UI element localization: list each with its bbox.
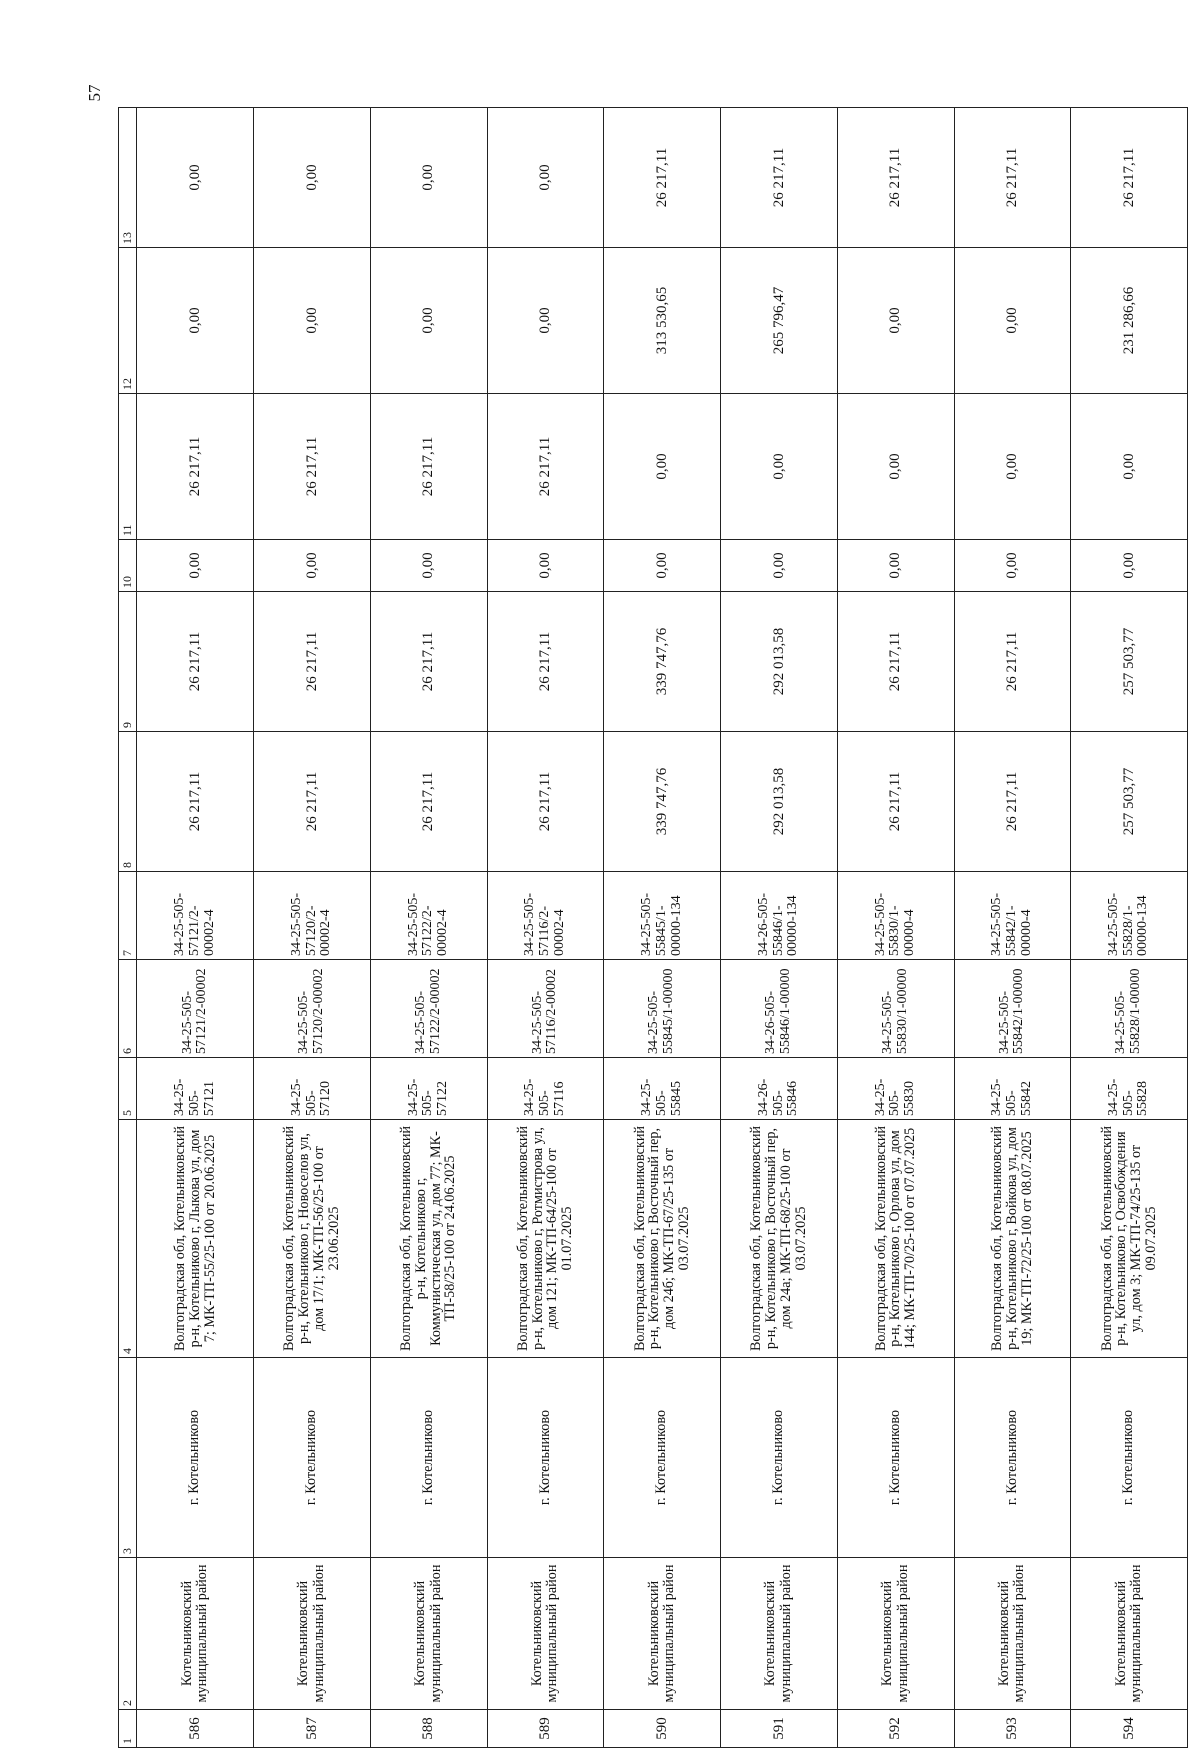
table-cell: 34-25-505-57116 bbox=[487, 1058, 604, 1120]
table-cell: 26 217,11 bbox=[954, 732, 1071, 872]
table-cell: 26 217,11 bbox=[1071, 108, 1188, 248]
table-cell: Котельниковский муниципальный район bbox=[1071, 1558, 1188, 1710]
table-row bbox=[721, 108, 838, 1748]
table-cell: 339 747,76 bbox=[604, 732, 721, 872]
table-cell: 26 217,11 bbox=[604, 108, 721, 248]
table-cell: 26 217,11 bbox=[370, 394, 487, 540]
table-cell: Котельниковский муниципальный район bbox=[604, 1558, 721, 1710]
table-cell: 26 217,11 bbox=[254, 394, 371, 540]
table-cell: 0,00 bbox=[837, 540, 954, 592]
table-cell: 588 bbox=[370, 1710, 487, 1748]
table-cell: Котельниковский муниципальный район bbox=[721, 1558, 838, 1710]
table-cell: 26 217,11 bbox=[487, 592, 604, 732]
table-cell: 257 503,77 bbox=[1071, 592, 1188, 732]
table-cell: 26 217,11 bbox=[487, 394, 604, 540]
table-cell: 26 217,11 bbox=[721, 108, 838, 248]
table-cell: 0,00 bbox=[487, 248, 604, 394]
table-cell: 265 796,47 bbox=[721, 248, 838, 394]
table-row bbox=[137, 108, 254, 1748]
table-cell: 34-25-505-55828/1-00000-134 bbox=[1071, 872, 1188, 960]
table-cell: г. Котельниково bbox=[954, 1358, 1071, 1558]
table-cell: 34-25-505-55842/1-00000 bbox=[954, 960, 1071, 1058]
table-cell: Котельниковский муниципальный район bbox=[370, 1558, 487, 1710]
table-cell: Котельниковский муниципальный район bbox=[254, 1558, 371, 1710]
table-cell: 292 013,58 bbox=[721, 592, 838, 732]
table-cell: 589 bbox=[487, 1710, 604, 1748]
table-cell: Котельниковский муниципальный район bbox=[954, 1558, 1071, 1710]
table-cell: 231 286,66 bbox=[1071, 248, 1188, 394]
table-cell: 0,00 bbox=[487, 540, 604, 592]
table-cell: 26 217,11 bbox=[137, 394, 254, 540]
table-body bbox=[119, 108, 1188, 1748]
table-cell: 26 217,11 bbox=[954, 592, 1071, 732]
table-cell: 34-25-505-55845/1-00000 bbox=[604, 960, 721, 1058]
table-cell: 34-25-505-55830/1-00000 bbox=[837, 960, 954, 1058]
table-cell: 592 bbox=[837, 1710, 954, 1748]
table-cell: 34-25-505-57120/2-00002 bbox=[254, 960, 371, 1058]
column-number: 12 bbox=[119, 248, 137, 394]
table-cell: г. Котельниково bbox=[487, 1358, 604, 1558]
table-cell: 34-25-505-55828 bbox=[1071, 1058, 1188, 1120]
column-number: 3 bbox=[119, 1358, 137, 1558]
table-cell: 0,00 bbox=[1071, 540, 1188, 592]
table-cell: 34-25-505-57116/2-00002-4 bbox=[487, 872, 604, 960]
table-cell: Котельниковский муниципальный район bbox=[487, 1558, 604, 1710]
table-cell: Волгоградская обл, Котельниковский р-н, Котельниково г, Ротмистрова ул, дом 121; МК-ТП-64/25-100 от 01.07.2025 bbox=[487, 1120, 604, 1358]
table-cell: Волгоградская обл, Котельниковский р-н, Котельниково г, Коммунистическая ул, дом 77; МК-ТП-58/25-100 от 24.06.2025 bbox=[370, 1120, 487, 1358]
table-cell: 586 bbox=[137, 1710, 254, 1748]
table-cell: 0,00 bbox=[954, 394, 1071, 540]
table-cell: 26 217,11 bbox=[370, 732, 487, 872]
column-number: 6 bbox=[119, 960, 137, 1058]
column-number: 9 bbox=[119, 592, 137, 732]
table-cell: 587 bbox=[254, 1710, 371, 1748]
table-row bbox=[254, 108, 371, 1748]
table-cell: 34-25-505-57121 bbox=[137, 1058, 254, 1120]
table-cell: Волгоградская обл, Котельниковский р-н, Котельниково г, Освобождения ул, дом 3; МК-ТП-74/25-135 от 09.07.2025 bbox=[1071, 1120, 1188, 1358]
table-row bbox=[604, 108, 721, 1748]
table-cell: 34-25-505-57121/2-00002 bbox=[137, 960, 254, 1058]
table-cell: г. Котельниково bbox=[721, 1358, 838, 1558]
column-number: 13 bbox=[119, 108, 137, 248]
table-row bbox=[1071, 108, 1188, 1748]
table-cell: 339 747,76 bbox=[604, 592, 721, 732]
table-cell: 0,00 bbox=[487, 108, 604, 248]
table-cell: 34-25-505-57121/2-00002-4 bbox=[137, 872, 254, 960]
rotated-table-wrapper bbox=[118, 108, 1188, 1748]
column-number: 2 bbox=[119, 1558, 137, 1710]
table-cell: 590 bbox=[604, 1710, 721, 1748]
table-cell: 26 217,11 bbox=[837, 108, 954, 248]
table-cell: 34-25-505-55842/1-00000-4 bbox=[954, 872, 1071, 960]
table-cell: 0,00 bbox=[721, 394, 838, 540]
table-cell: 34-25-505-57122 bbox=[370, 1058, 487, 1120]
table-cell: 313 530,65 bbox=[604, 248, 721, 394]
column-number: 5 bbox=[119, 1058, 137, 1120]
table-cell: 34-25-505-55845/1-00000-134 bbox=[604, 872, 721, 960]
column-number: 8 bbox=[119, 732, 137, 872]
table-cell: 34-26-505-55846 bbox=[721, 1058, 838, 1120]
column-number: 7 bbox=[119, 872, 137, 960]
table-cell: 0,00 bbox=[370, 248, 487, 394]
table-cell: 34-25-505-55845 bbox=[604, 1058, 721, 1120]
table-cell: 594 bbox=[1071, 1710, 1188, 1748]
table-cell: 34-25-505-57122/2-00002 bbox=[370, 960, 487, 1058]
table-cell: 0,00 bbox=[254, 540, 371, 592]
table-cell: 34-26-505-55846/1-00000 bbox=[721, 960, 838, 1058]
column-number-row bbox=[119, 108, 137, 1748]
table-cell: 26 217,11 bbox=[137, 732, 254, 872]
table-cell: 593 bbox=[954, 1710, 1071, 1748]
table-cell: г. Котельниково bbox=[254, 1358, 371, 1558]
table-cell: 0,00 bbox=[721, 540, 838, 592]
table-row bbox=[370, 108, 487, 1748]
table-cell: 34-25-505-55842 bbox=[954, 1058, 1071, 1120]
table-cell: г. Котельниково bbox=[1071, 1358, 1188, 1558]
table-cell: Волгоградская обл, Котельниковский р-н, Котельниково г, Восточный пер, дом 24а; МК-ТП-68/25-100 от 03.07.2025 bbox=[721, 1120, 838, 1358]
table-cell: Волгоградская обл, Котельниковский р-н, Котельниково г, Войкова ул, дом 19; МК-ТП-72/25-100 от 08.07.2025 bbox=[954, 1120, 1071, 1358]
table-cell: 34-26-505-55846/1-00000-134 bbox=[721, 872, 838, 960]
column-number: 10 bbox=[119, 540, 137, 592]
table-cell: 34-25-505-57116/2-00002 bbox=[487, 960, 604, 1058]
table-cell: 0,00 bbox=[370, 540, 487, 592]
column-number: 11 bbox=[119, 394, 137, 540]
page-number: 57 bbox=[85, 84, 104, 102]
table-cell: 26 217,11 bbox=[837, 592, 954, 732]
column-number: 1 bbox=[119, 1710, 137, 1748]
table-cell: 34-25-505-57120 bbox=[254, 1058, 371, 1120]
table-row bbox=[837, 108, 954, 1748]
table-cell: 0,00 bbox=[837, 248, 954, 394]
table-cell: 26 217,11 bbox=[487, 732, 604, 872]
table-cell: 0,00 bbox=[370, 108, 487, 248]
table-cell: 0,00 bbox=[254, 108, 371, 248]
table-row bbox=[954, 108, 1071, 1748]
table-cell: 34-25-505-55830/1-00000-4 bbox=[837, 872, 954, 960]
table-cell: 34-25-505-57120/2-00002-4 bbox=[254, 872, 371, 960]
table-cell: 0,00 bbox=[604, 394, 721, 540]
table-cell: Волгоградская обл, Котельниковский р-н, Котельниково г, Восточный пер, дом 24б; МК-ТП-67/25-135 от 03.07.2025 bbox=[604, 1120, 721, 1358]
table-cell: Волгоградская обл, Котельниковский р-н, Котельниково г, Лыкова ул, дом 7; МК-ТП-55/25-100 от 20.06.2025 bbox=[137, 1120, 254, 1358]
table-cell: 26 217,11 bbox=[954, 108, 1071, 248]
table-cell: 26 217,11 bbox=[254, 732, 371, 872]
table-cell: 34-25-505-57122/2-00002-4 bbox=[370, 872, 487, 960]
table-cell: 0,00 bbox=[1071, 394, 1188, 540]
table-cell: 0,00 bbox=[254, 248, 371, 394]
table-cell: г. Котельниково bbox=[370, 1358, 487, 1558]
table-row bbox=[487, 108, 604, 1748]
table-cell: 0,00 bbox=[604, 540, 721, 592]
table-cell: 0,00 bbox=[137, 540, 254, 592]
table-cell: 292 013,58 bbox=[721, 732, 838, 872]
table-cell: Котельниковский муниципальный район bbox=[837, 1558, 954, 1710]
table-cell: г. Котельниково bbox=[137, 1358, 254, 1558]
table-cell: 0,00 bbox=[137, 108, 254, 248]
table-cell: 0,00 bbox=[137, 248, 254, 394]
table-cell: г. Котельниково bbox=[837, 1358, 954, 1558]
column-number: 4 bbox=[119, 1120, 137, 1358]
table-cell: 257 503,77 bbox=[1071, 732, 1188, 872]
table-cell: Волгоградская обл, Котельниковский р-н, Котельниково г, Новоселов ул, дом 17/1; МК-ТП-56/25-100 от 23.06.2025 bbox=[254, 1120, 371, 1358]
data-table bbox=[118, 107, 1188, 1748]
table-cell: Волгоградская обл, Котельниковский р-н, Котельниково г, Орлова ул, дом 144; МК-ТП-70/25-100 от 07.07.2025 bbox=[837, 1120, 954, 1358]
table-cell: 591 bbox=[721, 1710, 838, 1748]
table-cell: 26 217,11 bbox=[137, 592, 254, 732]
table-cell: 0,00 bbox=[954, 248, 1071, 394]
table-cell: г. Котельниково bbox=[604, 1358, 721, 1558]
table-cell: 26 217,11 bbox=[370, 592, 487, 732]
table-cell: 0,00 bbox=[837, 394, 954, 540]
table-cell: 34-25-505-55828/1-00000 bbox=[1071, 960, 1188, 1058]
table-cell: 0,00 bbox=[954, 540, 1071, 592]
table-cell: 26 217,11 bbox=[837, 732, 954, 872]
table-cell: Котельниковский муниципальный район bbox=[137, 1558, 254, 1710]
table-cell: 26 217,11 bbox=[254, 592, 371, 732]
table-cell: 34-25-505-55830 bbox=[837, 1058, 954, 1120]
